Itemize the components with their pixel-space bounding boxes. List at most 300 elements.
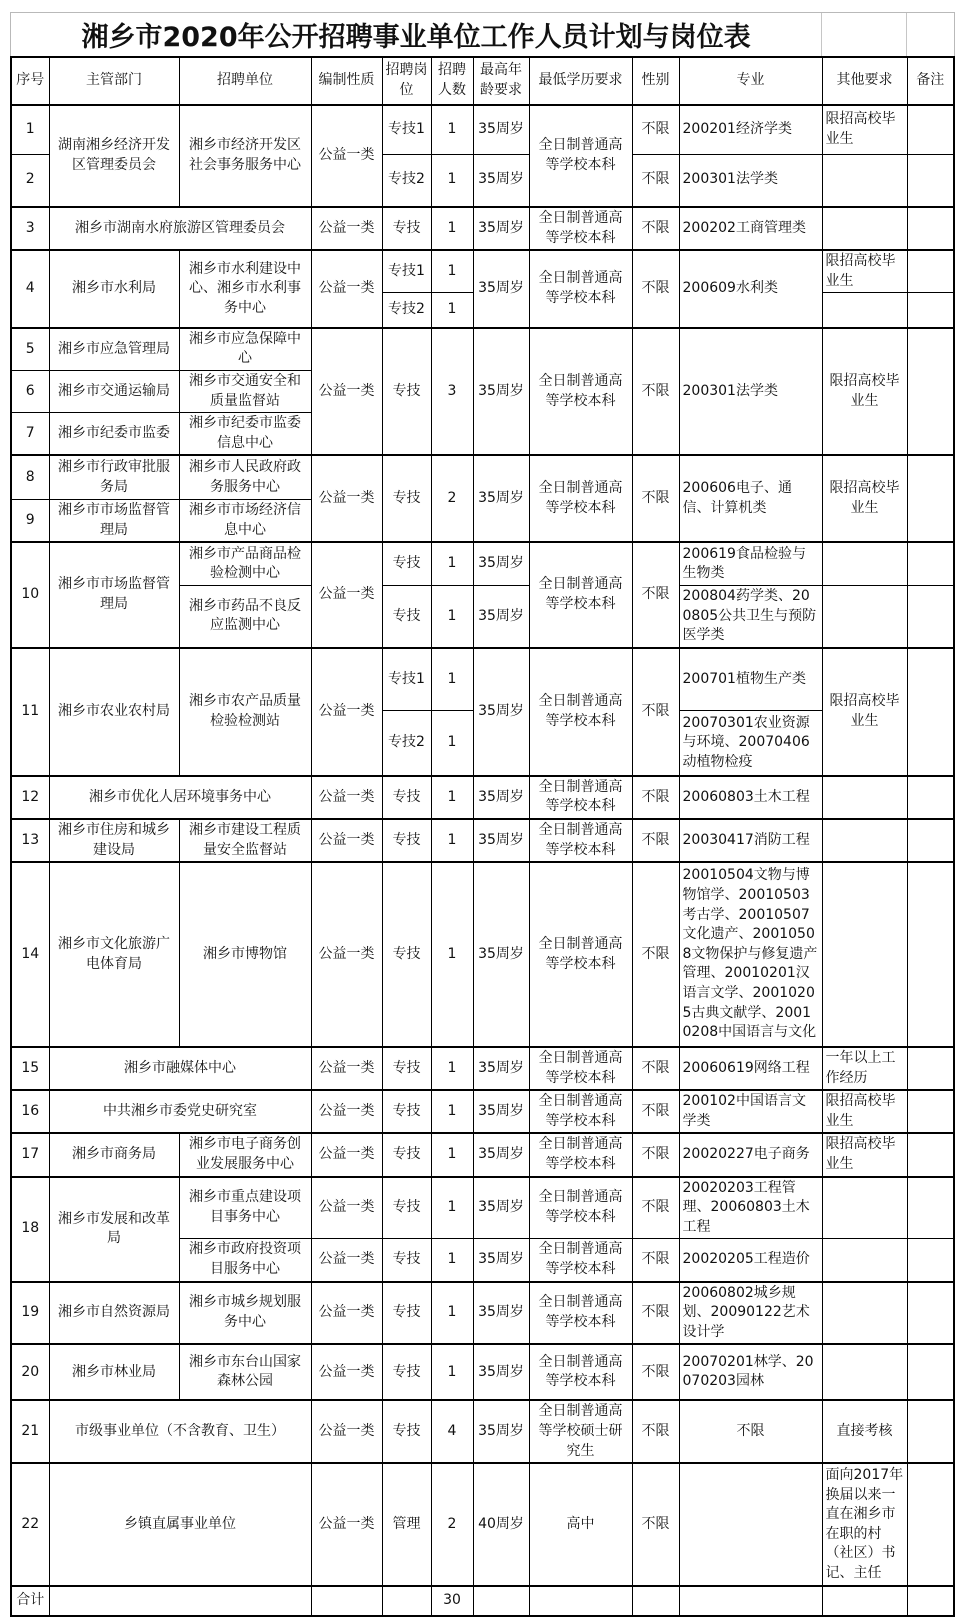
table-cell: 专技: [382, 819, 431, 862]
table-cell: 11: [11, 648, 49, 776]
table-cell: [822, 776, 907, 819]
table-cell: 4: [11, 250, 49, 328]
table-cell: 湘乡市湖南水府旅游区管理委员会: [49, 207, 311, 250]
table-cell: 公益一类: [311, 105, 382, 207]
table-cell: 9: [11, 499, 49, 542]
table-cell: 专技: [382, 1344, 431, 1400]
table-cell: 14: [11, 862, 49, 1047]
table-cell: 专技: [382, 207, 431, 250]
table-cell: 全日制普通高等学校本科: [529, 819, 632, 862]
table-cell: 1: [431, 819, 473, 862]
table-cell: 公益一类: [311, 1400, 382, 1463]
table-cell: 20020227电子商务: [679, 1133, 822, 1176]
table-cell: 1: [431, 1047, 473, 1090]
table-cell: 湘乡市人民政府政务服务中心: [179, 455, 311, 499]
table-cell: 1: [431, 207, 473, 250]
table-cell: 1: [431, 250, 473, 293]
table-cell: [907, 455, 954, 542]
table-cell: 湘乡市水利局: [49, 250, 179, 328]
table-cell: [822, 542, 907, 585]
table-cell: 20070201林学、20070203园林: [679, 1344, 822, 1400]
table-cell: 管理: [382, 1463, 431, 1586]
table-cell: 湘乡市农产品质量检验检测站: [179, 648, 311, 776]
table-cell: 2: [431, 455, 473, 542]
table-cell: [907, 542, 954, 585]
table-row: [11, 1400, 954, 1463]
table-cell: [529, 1586, 632, 1616]
table-cell: 全日制普通高等学校本科: [529, 105, 632, 207]
table-cell: 35周岁: [473, 1239, 529, 1282]
table-cell: 湘乡市水利建设中心、湘乡市水利事务中心: [179, 250, 311, 328]
table-cell: 35周岁: [473, 1282, 529, 1345]
table-cell: 35周岁: [473, 1047, 529, 1090]
table-cell: [907, 1239, 954, 1282]
table-cell: [907, 1282, 954, 1345]
table-cell: 湘乡市住房和城乡建设局: [49, 819, 179, 862]
table-cell: 全日制普通高等学校硕士研究生: [529, 1400, 632, 1463]
table-cell: [822, 585, 907, 647]
table-cell: 不限: [632, 154, 679, 207]
table-cell: 一年以上工作经历: [822, 1047, 907, 1090]
page-title: 湘乡市2020年公开招聘事业单位工作人员计划与岗位表: [11, 13, 822, 56]
table-cell: 35周岁: [473, 542, 529, 585]
table-cell: 35周岁: [473, 648, 529, 776]
table-cell: [907, 1090, 954, 1133]
title-spacer-cell: [822, 13, 907, 56]
table-cell: [907, 1400, 954, 1463]
table-cell: 200609水利类: [679, 250, 822, 328]
table-cell: 1: [11, 105, 49, 154]
table-cell: 专技: [382, 1400, 431, 1463]
table-cell: 35周岁: [473, 328, 529, 456]
table-cell: 公益一类: [311, 862, 382, 1047]
table-cell: 35周岁: [473, 1133, 529, 1176]
table-cell: 不限: [632, 250, 679, 328]
table-cell: [907, 328, 954, 456]
column-header-other-requirements: 其他要求: [822, 57, 907, 105]
column-header-unit: 招聘单位: [179, 57, 311, 105]
table-cell: 200301法学类: [679, 328, 822, 456]
table-cell: [907, 1463, 954, 1586]
table-cell: 专技1: [382, 648, 431, 711]
table-cell: 专技: [382, 328, 431, 456]
table-cell: 35周岁: [473, 1177, 529, 1239]
table-row: [11, 250, 954, 293]
table-cell: 湘乡市博物馆: [179, 862, 311, 1047]
table-cell: 湘乡市发展和改革局: [49, 1177, 179, 1282]
table-cell: 湘乡市产品商品检验检测中心: [179, 542, 311, 585]
table-cell: 限招高校毕业生: [822, 250, 907, 293]
table-cell: [907, 648, 954, 776]
table-cell: 专技: [382, 455, 431, 542]
table-cell: 2: [11, 154, 49, 207]
table-cell: [907, 207, 954, 250]
table-cell: 公益一类: [311, 776, 382, 819]
table-cell: 19: [11, 1282, 49, 1345]
table-cell: 1: [431, 711, 473, 776]
column-header-min-education: 最低学历要求: [529, 57, 632, 105]
column-header-establishment-type: 编制性质: [311, 57, 382, 105]
table-cell: 湘乡市电子商务创业发展服务中心: [179, 1133, 311, 1176]
document-wrapper: [10, 12, 955, 1617]
table-cell: 5: [11, 328, 49, 371]
table-cell: 1: [431, 293, 473, 328]
table-cell: 13: [11, 819, 49, 862]
table-cell: 200701植物生产类: [679, 648, 822, 711]
table-cell: 面向2017年换届以来一直在湘乡市在职的村（社区）书记、主任: [822, 1463, 907, 1586]
table-cell: 35周岁: [473, 862, 529, 1047]
table-cell: [679, 1463, 822, 1586]
table-cell: 湘乡市市场经济信息中心: [179, 499, 311, 542]
table-cell: [907, 585, 954, 647]
table-cell: [907, 1586, 954, 1616]
table-cell: [907, 862, 954, 1047]
table-cell: 3: [11, 207, 49, 250]
table-cell: 湘乡市应急管理局: [49, 328, 179, 371]
table-cell: 限招高校毕业生: [822, 1090, 907, 1133]
table-cell: 专技: [382, 776, 431, 819]
table-cell: [822, 862, 907, 1047]
table-cell: 湘乡市交通运输局: [49, 371, 179, 413]
table-cell: 公益一类: [311, 1463, 382, 1586]
table-cell: 湘乡市行政审批服务局: [49, 455, 179, 499]
table-cell: 7: [11, 413, 49, 456]
table-cell: 湘乡市纪委市监委: [49, 413, 179, 456]
table-cell: 200619食品检验与生物类: [679, 542, 822, 585]
table-cell: 湘乡市交通安全和质量监督站: [179, 371, 311, 413]
table-cell: 22: [11, 1463, 49, 1586]
table-cell: 专技: [382, 1133, 431, 1176]
table-cell: 限招高校毕业生: [822, 455, 907, 542]
table-row: [11, 648, 954, 711]
table-cell: 20010504文物与博物馆学、20010503考古学、20010507文化遗产、20010508文物保护与修复遗产管理、20010201汉语言文学、20010205古典文献学、20010208中国语言与文化: [679, 862, 822, 1047]
table-cell: 35周岁: [473, 455, 529, 542]
table-cell: 200102中国语言文学类: [679, 1090, 822, 1133]
table-cell: 全日制普通高等学校本科: [529, 1047, 632, 1090]
table-cell: 不限: [632, 862, 679, 1047]
table-cell: 不限: [632, 207, 679, 250]
table-row: [11, 207, 954, 250]
table-row: [11, 328, 954, 371]
table-cell: 20060619网络工程: [679, 1047, 822, 1090]
table-cell: 6: [11, 371, 49, 413]
table-cell: 35周岁: [473, 1344, 529, 1400]
table-cell: 12: [11, 776, 49, 819]
table-cell: 湖南湘乡经济开发区管理委员会: [49, 105, 179, 207]
table-row: [11, 105, 954, 154]
table-cell: 20030417消防工程: [679, 819, 822, 862]
table-cell: 15: [11, 1047, 49, 1090]
table-cell: 21: [11, 1400, 49, 1463]
table-cell: [822, 1344, 907, 1400]
table-cell: 200301法学类: [679, 154, 822, 207]
table-cell: 不限: [632, 1090, 679, 1133]
table-cell: 35周岁: [473, 154, 529, 207]
column-header-max-age: 最高年龄要求: [473, 57, 529, 105]
table-cell: 35周岁: [473, 1400, 529, 1463]
table-cell: 35周岁: [473, 819, 529, 862]
table-cell: 湘乡市政府投资项目服务中心: [179, 1239, 311, 1282]
table-row: [11, 862, 954, 1047]
table-cell: [679, 1586, 822, 1616]
table-cell: 公益一类: [311, 1177, 382, 1239]
recruitment-table: [10, 56, 955, 1617]
table-cell: 湘乡市重点建设项目事务中心: [179, 1177, 311, 1239]
table-cell: 公益一类: [311, 542, 382, 647]
table-cell: 湘乡市文化旅游广电体育局: [49, 862, 179, 1047]
table-cell: [822, 154, 907, 207]
column-header-index: 序号: [11, 57, 49, 105]
table-cell: 公益一类: [311, 250, 382, 328]
table-row: [11, 1463, 954, 1586]
table-cell: 湘乡市纪委市监委信息中心: [179, 413, 311, 456]
table-cell: 直接考核: [822, 1400, 907, 1463]
table-row: [11, 1344, 954, 1400]
table-cell: [822, 207, 907, 250]
table-cell: 中共湘乡市委党史研究室: [49, 1090, 311, 1133]
column-header-position: 招聘岗位: [382, 57, 431, 105]
table-cell: [49, 1586, 311, 1616]
table-cell: [907, 776, 954, 819]
table-cell: 10: [11, 542, 49, 647]
table-cell: [822, 1239, 907, 1282]
table-cell: 全日制普通高等学校本科: [529, 1239, 632, 1282]
table-cell: 专技1: [382, 250, 431, 293]
table-cell: 1: [431, 862, 473, 1047]
table-row: [11, 776, 954, 819]
table-cell: [907, 1177, 954, 1239]
table-cell: 35周岁: [473, 585, 529, 647]
column-header-major: 专业: [679, 57, 822, 105]
table-cell: 20020205工程造价: [679, 1239, 822, 1282]
table-cell: 20060802城乡规划、20090122艺术设计学: [679, 1282, 822, 1345]
title-bar: [10, 12, 955, 56]
table-cell: 40周岁: [473, 1463, 529, 1586]
table-cell: 湘乡市应急保障中心: [179, 328, 311, 371]
table-cell: 公益一类: [311, 648, 382, 776]
table-cell: 20060803土木工程: [679, 776, 822, 819]
table-cell: 全日制普通高等学校本科: [529, 1177, 632, 1239]
table-cell: 全日制普通高等学校本科: [529, 776, 632, 819]
table-cell: 湘乡市东台山国家森林公园: [179, 1344, 311, 1400]
table-cell: 不限: [632, 1344, 679, 1400]
table-cell: [311, 1586, 382, 1616]
table-cell: [632, 1586, 679, 1616]
table-cell: 全日制普通高等学校本科: [529, 1282, 632, 1345]
table-cell: 不限: [632, 1047, 679, 1090]
table-cell: 1: [431, 1344, 473, 1400]
table-cell: 1: [431, 542, 473, 585]
table-row: [11, 1047, 954, 1090]
table-cell: 湘乡市市场监督管理局: [49, 499, 179, 542]
table-cell: 不限: [632, 542, 679, 647]
table-cell: 合计: [11, 1586, 49, 1616]
table-cell: 200606电子、通信、计算机类: [679, 455, 822, 542]
table-cell: 专技2: [382, 154, 431, 207]
table-cell: [822, 1177, 907, 1239]
table-cell: 3: [431, 328, 473, 456]
table-cell: 全日制普通高等学校本科: [529, 1133, 632, 1176]
column-header-department: 主管部门: [49, 57, 179, 105]
table-cell: 专技: [382, 1090, 431, 1133]
table-cell: 限招高校毕业生: [822, 648, 907, 776]
table-row: [11, 1090, 954, 1133]
table-cell: 18: [11, 1177, 49, 1282]
table-cell: 全日制普通高等学校本科: [529, 542, 632, 647]
table-cell: 1: [431, 154, 473, 207]
table-cell: 限招高校毕业生: [822, 328, 907, 456]
table-cell: 不限: [632, 455, 679, 542]
table-cell: [907, 1133, 954, 1176]
table-cell: 专技: [382, 1282, 431, 1345]
table-cell: 限招高校毕业生: [822, 1133, 907, 1176]
table-cell: 不限: [632, 1400, 679, 1463]
table-cell: 不限: [679, 1400, 822, 1463]
table-cell: 公益一类: [311, 1133, 382, 1176]
column-header-remarks: 备注: [907, 57, 954, 105]
table-cell: 200804药学类、200805公共卫生与预防医学类: [679, 585, 822, 647]
table-cell: [382, 1586, 431, 1616]
column-header-headcount: 招聘人数: [431, 57, 473, 105]
table-cell: 专技: [382, 1239, 431, 1282]
table-cell: [822, 819, 907, 862]
table-cell: 20: [11, 1344, 49, 1400]
table-cell: 公益一类: [311, 1090, 382, 1133]
table-cell: 全日制普通高等学校本科: [529, 1090, 632, 1133]
table-cell: 湘乡市商务局: [49, 1133, 179, 1176]
table-cell: 湘乡市市场监督管理局: [49, 542, 179, 647]
table-row: [11, 819, 954, 862]
table-cell: 1: [431, 1282, 473, 1345]
table-row: [11, 455, 954, 499]
table-cell: 2: [431, 1463, 473, 1586]
table-cell: [907, 819, 954, 862]
table-cell: 全日制普通高等学校本科: [529, 328, 632, 456]
table-cell: [907, 1047, 954, 1090]
table-cell: 17: [11, 1133, 49, 1176]
table-cell: 乡镇直属事业单位: [49, 1463, 311, 1586]
table-cell: 专技2: [382, 711, 431, 776]
table-cell: 全日制普通高等学校本科: [529, 250, 632, 328]
table-cell: 35周岁: [473, 207, 529, 250]
table-cell: 35周岁: [473, 250, 529, 328]
table-cell: 市级事业单位（不含教育、卫生）: [49, 1400, 311, 1463]
table-cell: [822, 293, 907, 328]
table-cell: 35周岁: [473, 1090, 529, 1133]
table-cell: [907, 154, 954, 207]
table-cell: 不限: [632, 328, 679, 456]
table-cell: 公益一类: [311, 328, 382, 456]
table-cell: 专技1: [382, 105, 431, 154]
table-cell: 20020203工程管理、20060803土木工程: [679, 1177, 822, 1239]
table-cell: 35周岁: [473, 776, 529, 819]
table-cell: [907, 105, 954, 154]
table-cell: [907, 250, 954, 293]
table-cell: 200202工商管理类: [679, 207, 822, 250]
table-cell: 20070301农业资源与环境、20070406动植物检疫: [679, 711, 822, 776]
total-row: [11, 1586, 954, 1616]
table-cell: 1: [431, 1239, 473, 1282]
table-cell: 不限: [632, 105, 679, 154]
table-cell: 8: [11, 455, 49, 499]
table-cell: 湘乡市农业农村局: [49, 648, 179, 776]
table-cell: [822, 1586, 907, 1616]
table-cell: 全日制普通高等学校本科: [529, 648, 632, 776]
table-cell: 专技2: [382, 293, 431, 328]
table-cell: 35周岁: [473, 105, 529, 154]
table-cell: 全日制普通高等学校本科: [529, 862, 632, 1047]
table-cell: [473, 1586, 529, 1616]
table-cell: 湘乡市药品不良反应监测中心: [179, 585, 311, 647]
table-cell: 4: [431, 1400, 473, 1463]
table-cell: 公益一类: [311, 1239, 382, 1282]
table-cell: 不限: [632, 648, 679, 776]
table-cell: 高中: [529, 1463, 632, 1586]
table-cell: 专技: [382, 1047, 431, 1090]
table-cell: 公益一类: [311, 1344, 382, 1400]
table-row: [11, 1282, 954, 1345]
recruitment-table-body: [11, 57, 954, 1616]
table-cell: 专技: [382, 1177, 431, 1239]
header-row: [11, 57, 954, 105]
table-cell: 湘乡市林业局: [49, 1344, 179, 1400]
table-cell: 公益一类: [311, 207, 382, 250]
table-cell: 1: [431, 1090, 473, 1133]
table-cell: 1: [431, 776, 473, 819]
table-cell: 不限: [632, 1463, 679, 1586]
table-cell: [907, 1344, 954, 1400]
table-cell: 限招高校毕业生: [822, 105, 907, 154]
table-cell: 全日制普通高等学校本科: [529, 207, 632, 250]
table-row: [11, 1177, 954, 1239]
table-cell: 不限: [632, 1282, 679, 1345]
table-cell: 1: [431, 1133, 473, 1176]
table-cell: 不限: [632, 1177, 679, 1239]
table-cell: 湘乡市优化人居环境事务中心: [49, 776, 311, 819]
title-spacer-cell: [907, 13, 954, 56]
table-cell: 1: [431, 585, 473, 647]
table-cell: 1: [431, 1177, 473, 1239]
table-cell: 1: [431, 105, 473, 154]
table-cell: 湘乡市融媒体中心: [49, 1047, 311, 1090]
table-cell: 公益一类: [311, 1282, 382, 1345]
table-cell: 不限: [632, 819, 679, 862]
table-cell: 专技: [382, 542, 431, 585]
table-cell: 30: [431, 1586, 473, 1616]
column-header-gender: 性别: [632, 57, 679, 105]
table-cell: 1: [431, 648, 473, 711]
table-cell: 公益一类: [311, 455, 382, 542]
table-cell: 专技: [382, 862, 431, 1047]
table-cell: 全日制普通高等学校本科: [529, 455, 632, 542]
table-cell: 16: [11, 1090, 49, 1133]
table-cell: 湘乡市城乡规划服务中心: [179, 1282, 311, 1345]
table-cell: 公益一类: [311, 1047, 382, 1090]
table-cell: 专技: [382, 585, 431, 647]
table-cell: 湘乡市经济开发区社会事务服务中心: [179, 105, 311, 207]
table-cell: 不限: [632, 776, 679, 819]
table-cell: 湘乡市建设工程质量安全监督站: [179, 819, 311, 862]
table-cell: [822, 1282, 907, 1345]
table-cell: 公益一类: [311, 819, 382, 862]
table-row: [11, 542, 954, 585]
table-cell: 不限: [632, 1133, 679, 1176]
table-cell: 全日制普通高等学校本科: [529, 1344, 632, 1400]
table-cell: 湘乡市自然资源局: [49, 1282, 179, 1345]
table-cell: [907, 293, 954, 328]
table-row: [11, 1133, 954, 1176]
table-cell: 200201经济学类: [679, 105, 822, 154]
